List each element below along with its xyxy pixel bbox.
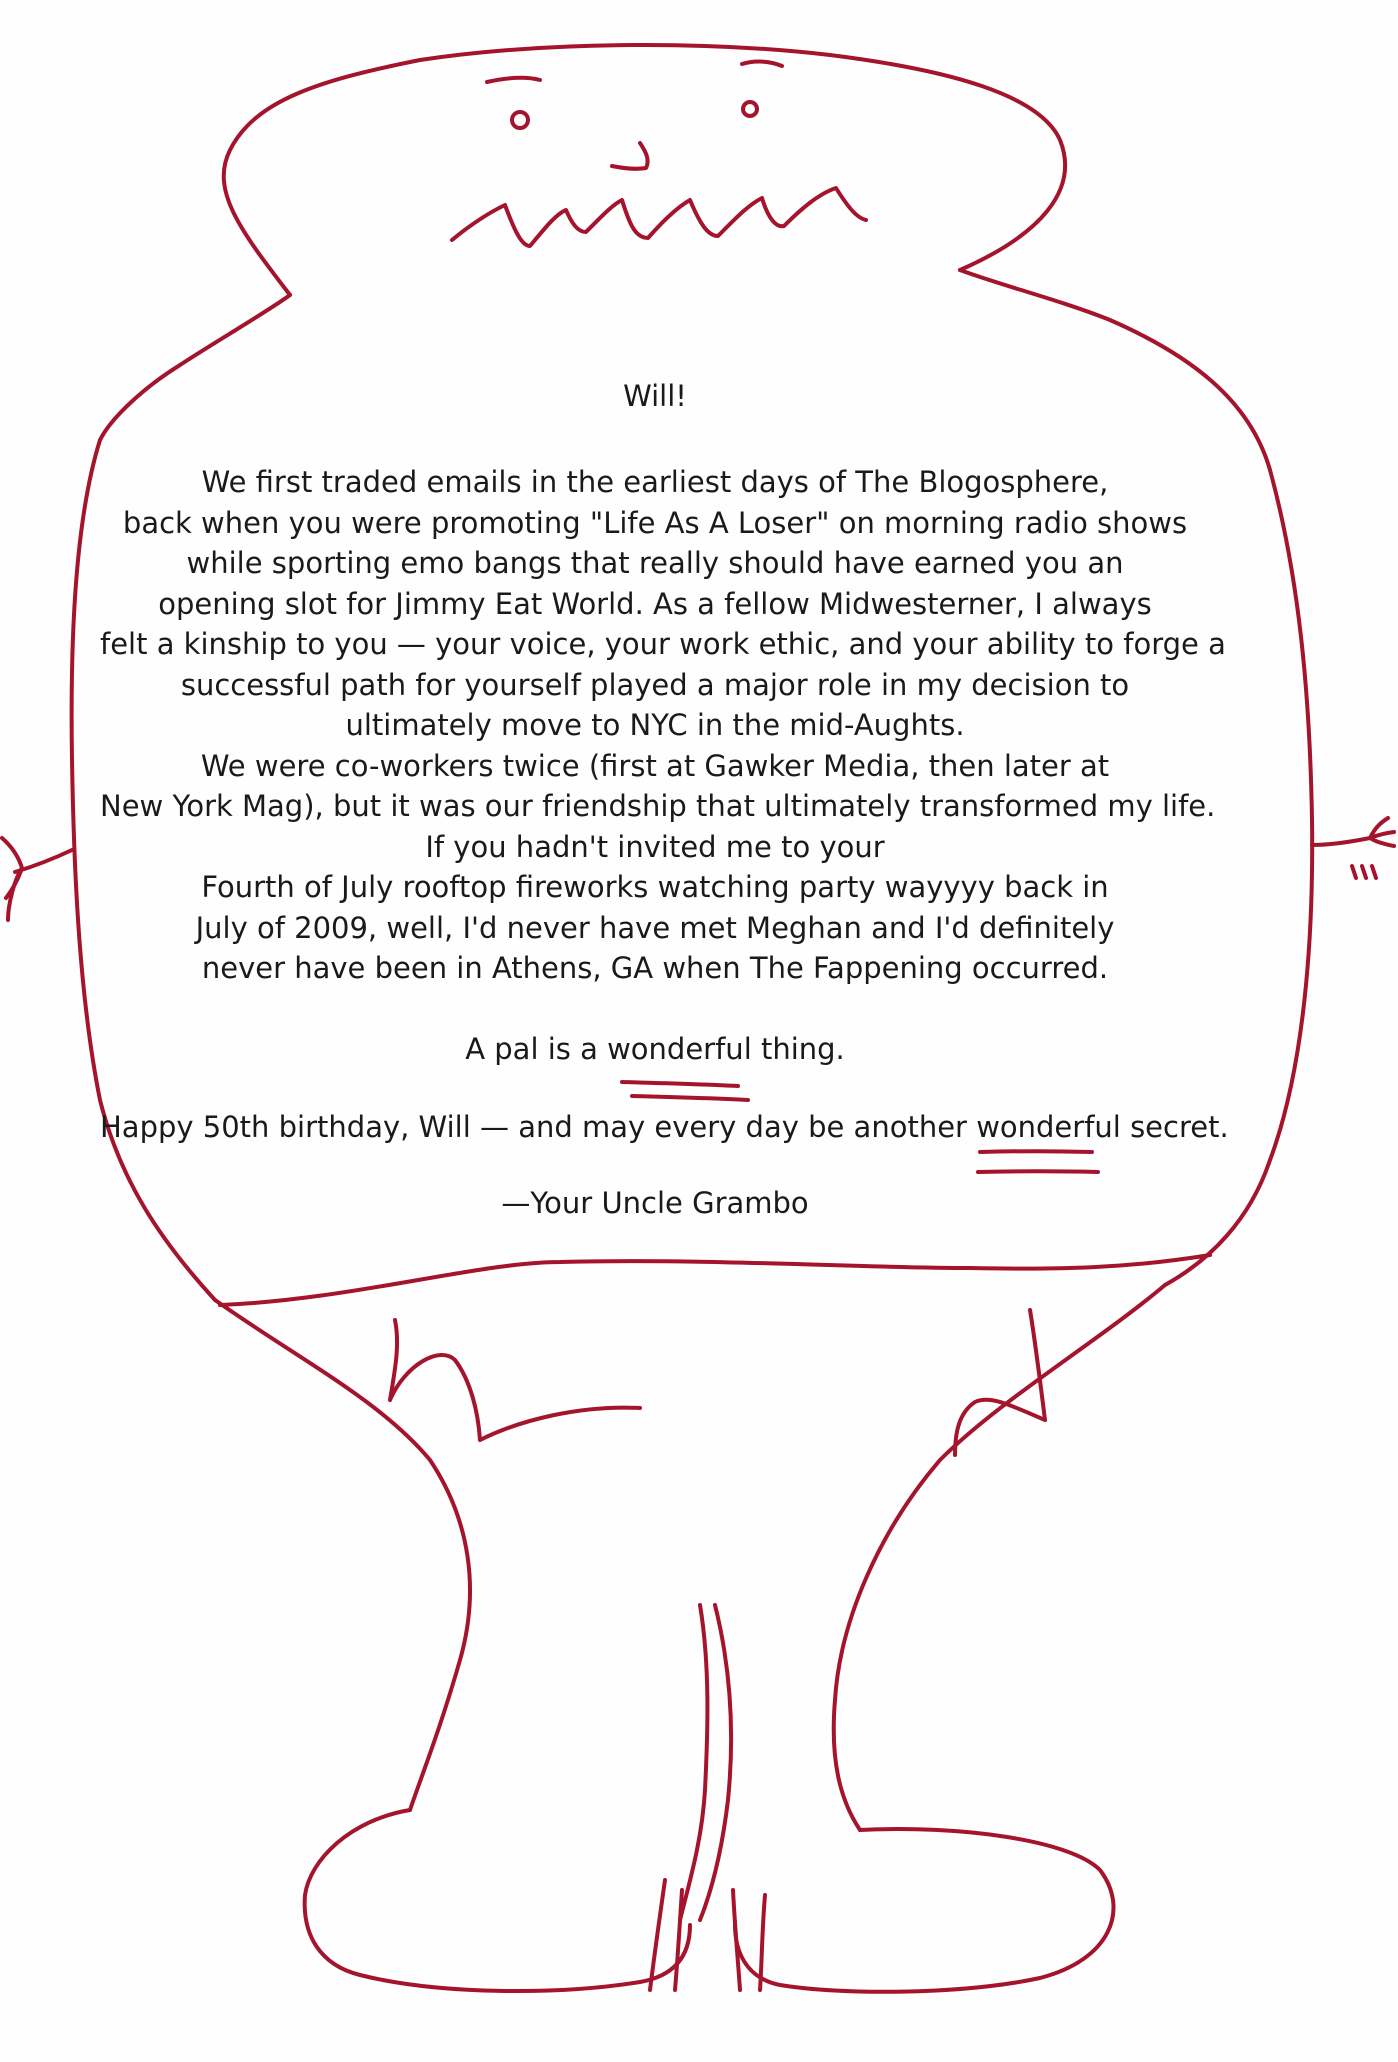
wonderful-underline-2 (978, 1151, 1098, 1172)
left-leg-outer (215, 1300, 470, 1810)
right-foot-icon (735, 1829, 1114, 1992)
left-foot-icon (305, 1810, 690, 1991)
birthday-paragraph (100, 1107, 1229, 1148)
body-line: New York Mag), but it was our friendship that ultimately transformed my life. (100, 789, 1216, 823)
birthday-line: Happy 50th birthday, Will — and may every day be another wonderful secret. (100, 1110, 1229, 1144)
right-arm (1312, 838, 1370, 845)
body-line: Fourth of July rooftop fireworks watching party wayyyy back in (201, 870, 1109, 904)
body-line: We first traded emails in the earliest days of The Blogosphere, (201, 465, 1109, 499)
body-line: We were co-workers twice (first at Gawker Media, then later at (200, 748, 1110, 783)
letter-body (100, 462, 1226, 989)
body-line: never have been in Athens, GA when The Fappening occurred. (201, 951, 1109, 985)
signoff-paragraph (100, 1183, 1210, 1224)
greeting-text: Will! (623, 379, 687, 413)
left-leg-inner (680, 1605, 707, 1920)
body-line: felt a kinship to you — your voice, your work ethic, and your ability to forge a (100, 627, 1226, 661)
eye-right-icon (743, 102, 757, 116)
eyebrow-left-icon (487, 78, 540, 82)
body-line: successful path for yourself played a major role in my decision to (180, 667, 1130, 702)
pal-paragraph (100, 1029, 1210, 1070)
body-line: opening slot for Jimmy Eat World. As a fellow Midwesterner, I always (158, 586, 1152, 621)
mustache-icon (452, 188, 866, 246)
body-line: July of 2009, well, I'd never have met Meghan and I'd definitely (195, 910, 1115, 945)
wonderful-underline-1 (622, 1082, 748, 1100)
nose-icon (612, 143, 648, 169)
eye-left-icon (512, 112, 528, 128)
neck-right (960, 270, 1270, 470)
pal-line: A pal is a wonderful thing. (465, 1032, 845, 1066)
left-hand-icon (2, 838, 22, 920)
signoff-line: —Your Uncle Grambo (501, 1186, 809, 1220)
right-hand-icon (1352, 818, 1394, 878)
body-line: while sporting emo bangs that really should have earned you an (186, 546, 1124, 580)
eyebrow-right-icon (742, 62, 782, 66)
neck-left (100, 295, 290, 440)
right-leg-outer (834, 1285, 1165, 1830)
body-line: If you hadn't invited me to your (425, 829, 885, 864)
body-line: back when you were promoting "Life As A Loser" on morning radio shows (122, 505, 1188, 540)
letter-greeting (100, 376, 1210, 417)
shorts-icon (390, 1310, 1045, 1455)
right-toe-detail (733, 1890, 765, 1990)
waistband (220, 1255, 1210, 1305)
body-line: ultimately move to NYC in the mid-Aughts. (345, 708, 965, 742)
